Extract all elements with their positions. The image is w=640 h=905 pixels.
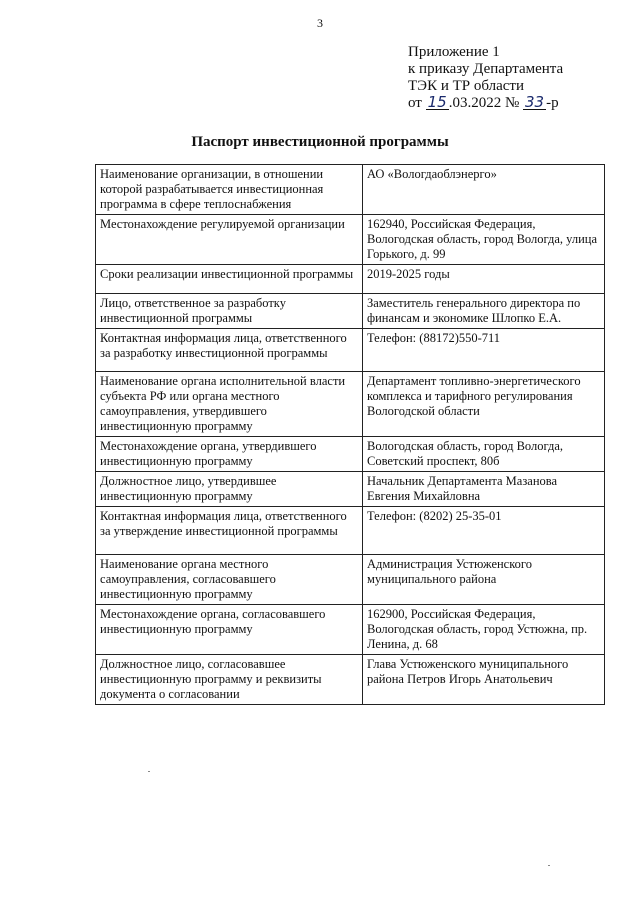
row-value: Вологодская область, город Вологда, Советский проспект, 80б xyxy=(363,437,605,472)
date-prefix: от xyxy=(408,95,422,111)
row-value: Глава Устюженского муниципального района Петров Игорь Анатольевич xyxy=(363,655,605,705)
scan-artifact xyxy=(148,771,150,772)
handwritten-day: 15 xyxy=(427,93,447,111)
row-label: Должностное лицо, утвердившее инвестиционную программу xyxy=(96,472,363,507)
row-value: Телефон: (8202) 25-35-01 xyxy=(363,507,605,555)
page-number: 3 xyxy=(317,16,323,30)
scan-artifact xyxy=(548,865,550,866)
table-row xyxy=(96,507,605,555)
row-value: АО «Вологдаоблэнерго» xyxy=(363,165,605,215)
table-row xyxy=(96,437,605,472)
table-row xyxy=(96,215,605,265)
table-row xyxy=(96,294,605,329)
appendix-line-3: ТЭК и ТР области xyxy=(408,78,524,94)
row-label: Лицо, ответственное за разработку инвестиционной программы xyxy=(96,294,363,329)
row-label: Контактная информация лица, ответственного за разработку инвестиционной программы xyxy=(96,329,363,372)
row-value: Телефон: (88172)550-711 xyxy=(363,329,605,372)
table-row xyxy=(96,372,605,437)
appendix-line-2: к приказу Департамента xyxy=(408,61,564,77)
passport-table xyxy=(95,164,605,705)
order-suffix: -р xyxy=(546,95,559,111)
appendix-line-1: Приложение 1 xyxy=(408,44,500,60)
row-label: Местонахождение органа, согласовавшего инвестиционную программу xyxy=(96,605,363,655)
table-row xyxy=(96,329,605,372)
appendix-date-line xyxy=(408,95,628,112)
table-row xyxy=(96,165,605,215)
row-value: 2019-2025 годы xyxy=(363,265,605,294)
row-label: Наименование органа исполнительной власти субъекта РФ или органа местного самоуправления, утвердившего инвестиционную программу xyxy=(96,372,363,437)
row-label: Должностное лицо, согласовавшее инвестиционную программу и реквизиты документа о согласовании xyxy=(96,655,363,705)
row-label: Сроки реализации инвестиционной программы xyxy=(96,265,363,294)
row-label: Местонахождение органа, утвердившего инвестиционную программу xyxy=(96,437,363,472)
table-row xyxy=(96,555,605,605)
date-rest: .03.2022 № xyxy=(448,95,520,111)
table-row xyxy=(96,605,605,655)
row-label: Наименование организации, в отношении которой разрабатывается инвестиционная программа в сфере теплоснабжения xyxy=(96,165,363,215)
document-title: Паспорт инвестиционной программы xyxy=(191,134,449,150)
row-label: Контактная информация лица, ответственного за утверждение инвестиционной программы xyxy=(96,507,363,555)
row-value: Начальник Департамента Мазанова Евгения Михайловна xyxy=(363,472,605,507)
table-row xyxy=(96,655,605,705)
row-label: Наименование органа местного самоуправления, согласовавшего инвестиционную программу xyxy=(96,555,363,605)
appendix-header xyxy=(408,44,628,112)
row-value: Администрация Устюженского муниципального района xyxy=(363,555,605,605)
row-value: 162940, Российская Федерация, Вологодская область, город Вологда, улица Горького, д. 99 xyxy=(363,215,605,265)
row-value: Департамент топливно-энергетического комплекса и тарифного регулирования Вологодской области xyxy=(363,372,605,437)
row-value: Заместитель генерального директора по финансам и экономике Шлопко Е.А. xyxy=(363,294,605,329)
table-row xyxy=(96,472,605,507)
row-value: 162900, Российская Федерация, Вологодская область, город Устюжна, пр. Ленина, д. 68 xyxy=(363,605,605,655)
handwritten-order-number: 33 xyxy=(525,93,545,111)
row-label: Местонахождение регулируемой организации xyxy=(96,215,363,265)
table-row xyxy=(96,265,605,294)
